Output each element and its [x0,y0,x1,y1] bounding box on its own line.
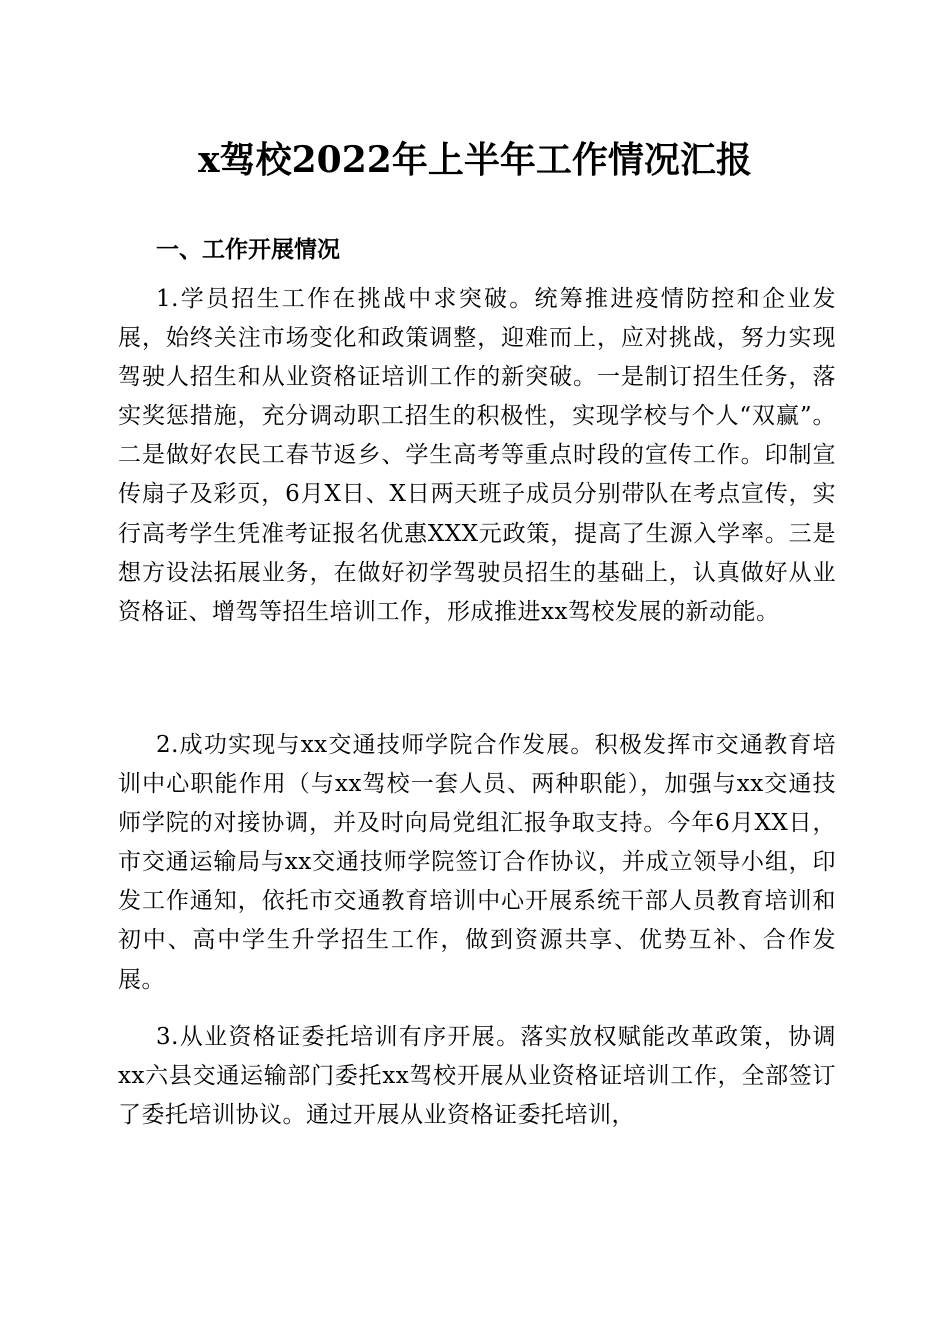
section-heading: 一、工作开展情况 [156,237,340,263]
document-title: x驾校2022年上半年工作情况汇报 [198,139,752,181]
paragraph-entrusted-training: 3.从业资格证委托培训有序开展。落实放权赋能改革政策，协调xx六县交通运输部门委托xx驾校开展从业资格证培训工作，全部签订了委托培训协议。通过开展从业资格证委托培训， [118,1024,836,1129]
paragraph-recruitment: 1.学员招生工作在挑战中求突破。统筹推进疫情防控和企业发展，始终关注市场变化和政策调整，迎难而上，应对挑战，努力实现驾驶人招生和从业资格证培训工作的新突破。一是制订招生任务，落实奖惩措施，充分调动职工招生的积极性，实现学校与个人“双赢”。二是做好农民工春节返乡、学生高考等重点时段的宣传工作。印制宣传扇子及彩页，6月X日、X日两天班子成员分别带队在考点宣传，实行高考学生凭准考证报名优惠XXX元政策，提高了生源入学率。三是想方设法拓展业务，在做好初学驾驶员招生的基础上，认真做好从业资格证、增驾等招生培训工作，形成推进xx驾校发展的新动能。 [118,286,836,625]
paragraph-cooperation: 2.成功实现与xx交通技师学院合作发展。积极发挥市交通教育培训中心职能作用（与xx驾校一套人员、两种职能），加强与xx交通技师学院的对接协调，并及时向局党组汇报争取支持。今年6月XX日，市交通运输局与xx交通技师学院签订合作协议，并成立领导小组，印发工作通知，依托市交通教育培训中心开展系统干部人员教育培训和初中、高中学生升学招生工作，做到资源共享、优势互补、合作发展。 [118,732,836,993]
